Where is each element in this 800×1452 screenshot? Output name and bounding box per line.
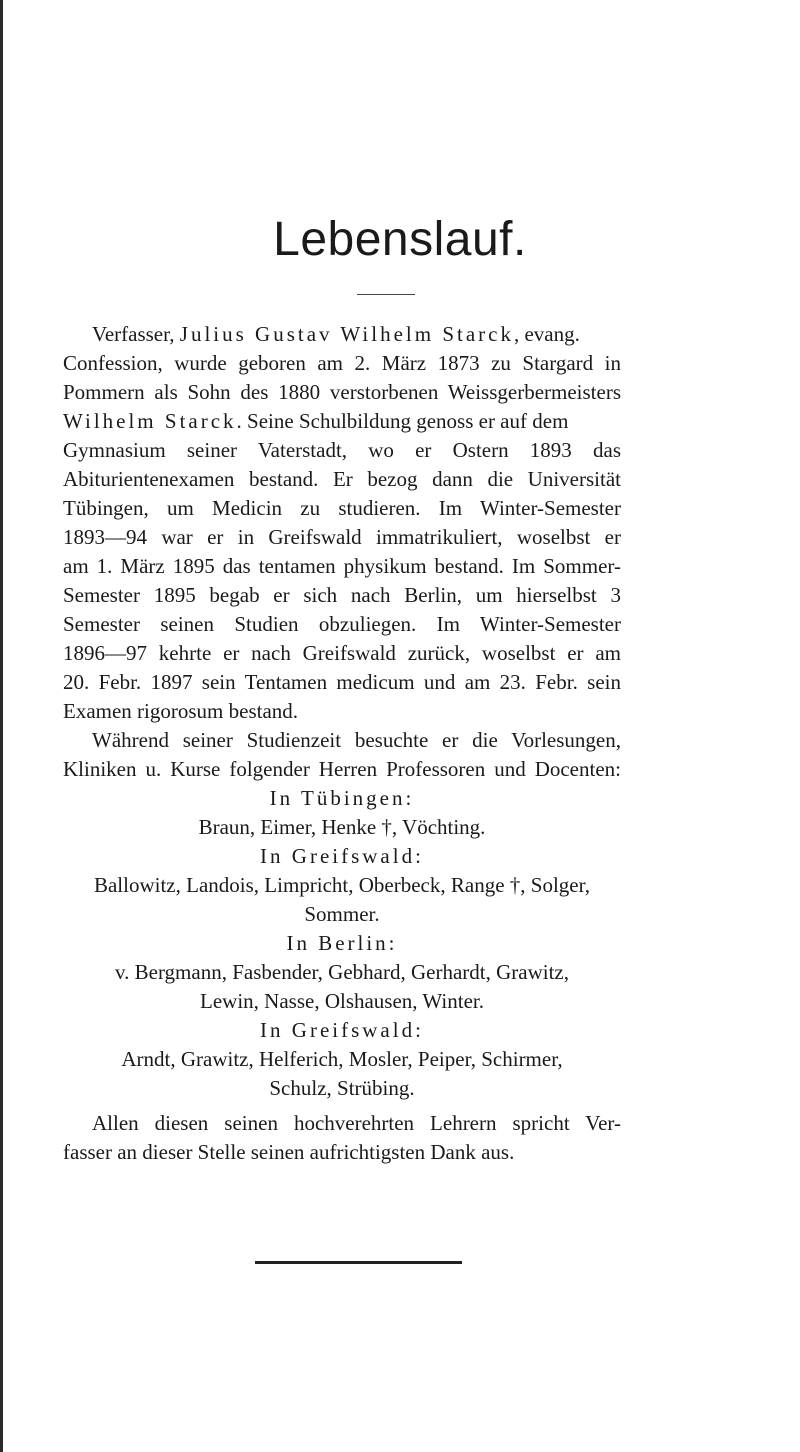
- body-line-16: Kliniken u. Kurse folgender Herren Professoren und Docenten:: [63, 757, 621, 781]
- closing-line-2: fasser an dieser Stelle seinen aufrichtigsten Dank aus.: [63, 1140, 515, 1164]
- names-greifswald-1: Ballowitz, Landois, Limpricht, Oberbeck, Range †, Solger,: [93, 873, 591, 897]
- page-title: Lebenslauf.: [273, 213, 527, 266]
- body-line-12: 1896—97 kehrte er nach Greifswald zurück, woselbst er am: [63, 641, 621, 665]
- names-greifswald-2-cont: Schulz, Strübing.: [269, 1076, 415, 1100]
- body-text: . Seine Schulbildung genoss er auf dem: [236, 409, 569, 433]
- body-line-15: Während seiner Studienzeit besuchte er die Vorlesungen,: [92, 728, 621, 752]
- body-line-13: 20. Febr. 1897 sein Tentamen medicum und am 23. Febr. sein: [63, 670, 621, 694]
- names-berlin-cont: Lewin, Nasse, Olshausen, Winter.: [200, 989, 484, 1013]
- body-line-3: Pommern als Sohn des 1880 verstorbenen Weissgerbermeisters: [63, 380, 621, 404]
- body-line-8: 1893—94 war er in Greifswald immatrikuliert, woselbst er: [63, 525, 621, 549]
- body-line-4: [63, 408, 568, 434]
- section-heading-greifswald-1: In Greifswald:: [260, 844, 424, 868]
- names-tuebingen: Braun, Eimer, Henke †, Vöchting.: [198, 815, 486, 839]
- closing-line-1: Allen diesen seinen hochverehrten Lehrern spricht Ver-: [92, 1111, 621, 1135]
- body-line-9: am 1. März 1895 das tentamen physikum bestand. Im Sommer-: [63, 554, 621, 578]
- title-rule: [357, 294, 415, 295]
- body-text: Verfasser,: [92, 322, 175, 346]
- author-name: Julius Gustav Wilhelm Starck: [179, 322, 514, 346]
- body-text: , evang.: [513, 322, 580, 346]
- section-heading-greifswald-2: In Greifswald:: [260, 1018, 424, 1042]
- father-name: Wilhelm Starck: [63, 409, 237, 433]
- body-line-5: Gymnasium seiner Vaterstadt, wo er Ostern 1893 das: [63, 438, 621, 462]
- section-heading-berlin: In Berlin:: [286, 931, 398, 955]
- names-greifswald-1-cont: Sommer.: [304, 902, 380, 926]
- body-line-6: Abiturientenexamen bestand. Er bezog dann die Universität: [63, 467, 621, 491]
- names-greifswald-2: Arndt, Grawitz, Helferich, Mosler, Peiper, Schirmer,: [121, 1047, 563, 1071]
- body-line-7: Tübingen, um Medicin zu studieren. Im Winter-Semester: [63, 496, 621, 520]
- names-berlin: v. Bergmann, Fasbender, Gebhard, Gerhardt, Grawitz,: [114, 960, 569, 984]
- body-line-10: Semester 1895 begab er sich nach Berlin, um hierselbst 3: [63, 583, 621, 607]
- body-line-11: Semester seinen Studien obzuliegen. Im Winter-Semester: [63, 612, 621, 636]
- body-line-2: Confession, wurde geboren am 2. März 1873 zu Stargard in: [63, 351, 621, 375]
- body-line-14: Examen rigorosum bestand.: [63, 699, 299, 723]
- end-rule: [255, 1261, 462, 1264]
- section-heading-tuebingen: In Tübingen:: [269, 786, 415, 810]
- body-line-1: [92, 321, 580, 347]
